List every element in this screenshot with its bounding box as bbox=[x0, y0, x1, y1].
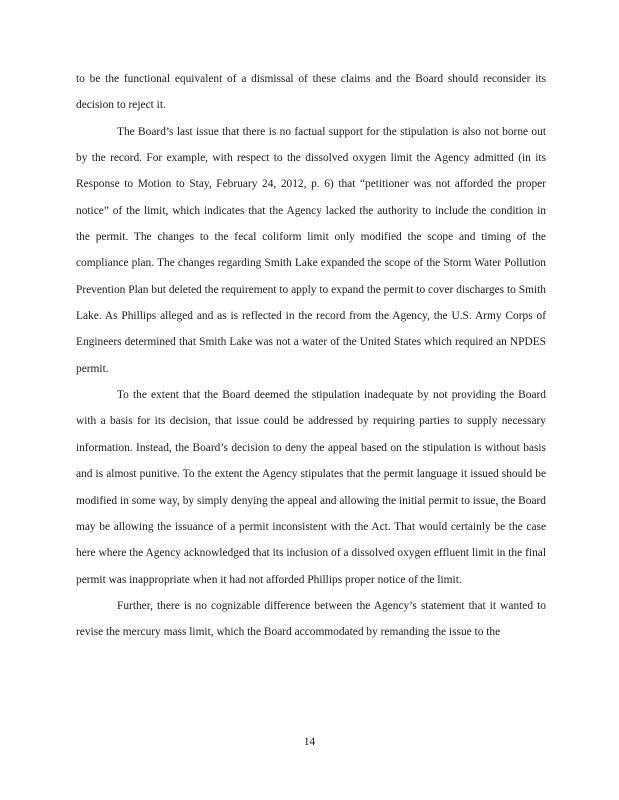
document-body bbox=[76, 66, 546, 646]
paragraph-mercury-limit: Further, there is no cognizable difference between the Agency’s statement that it wanted to revise the mercury mass limit, which the Board accommodated by remanding the issue to the bbox=[76, 599, 546, 639]
paragraph-factual-support: The Board’s last issue that there is no factual support for the stipulation is also not borne out by the record. For example, with respect to the dissolved oxygen limit the Agency admitted (in its Response to Motion to Stay, February 24, 2012, p. 6) that “petitioner was not afforded the proper notice” of the limit, which indicates that the Agency lacked the authority to include the condition in the permit. The changes to the fecal coliform limit only modified the scope and timing of the compliance plan. The changes regarding Smith Lake expanded the scope of the Storm Water Pollution Prevention Plan but deleted the requirement to apply to expand the permit to cover discharges to Smith Lake. As Phillips alleged and as is reflected in the record from the Agency, the U.S. Army Corps of Engineers determined that Smith Lake was not a water of the United States which required an NPDES permit. bbox=[76, 125, 546, 375]
paragraph-stipulation-inadequate: To the extent that the Board deemed the stipulation inadequate by not providing the Board with a basis for its decision, that issue could be addressed by requiring parties to supply necessary information. Instead, the Board’s decision to deny the appeal based on the stipulation is without basis and is almost punitive. To the extent the Agency stipulates that the permit language it issued should be modified in some way, by simply denying the appeal and allowing the initial permit to issue, the Board may be allowing the issuance of a permit inconsistent with the Act. That would certainly be the case here where the Agency acknowledged that its inclusion of a dissolved oxygen effluent limit in the final permit was inappropriate when it had not afforded Phillips proper notice of the limit. bbox=[76, 389, 546, 586]
page-number: 14 bbox=[303, 736, 316, 748]
paragraph-continuation: to be the functional equivalent of a dismissal of these claims and the Board should reconsider its decision to reject it. bbox=[76, 73, 546, 112]
